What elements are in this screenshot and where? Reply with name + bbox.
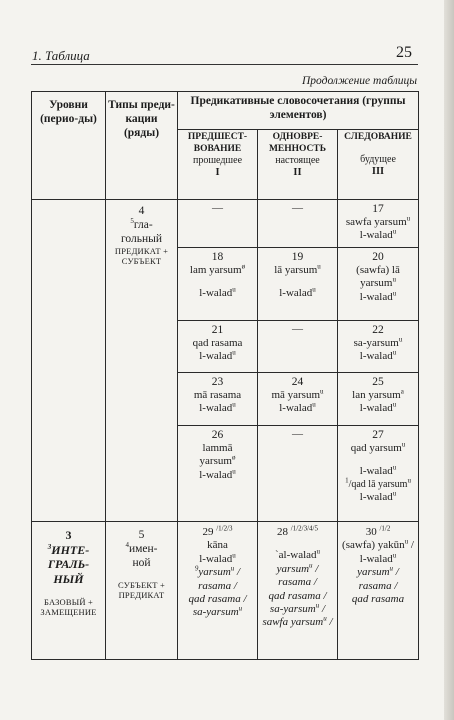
page-edge-shadow bbox=[444, 0, 454, 720]
cell-4-5-present bbox=[258, 426, 338, 522]
cell-4-1-present bbox=[258, 200, 338, 248]
type-4-sup: 5 bbox=[130, 217, 134, 226]
type-5-label: СУБЪЕКТ + ПРЕДИКАТ bbox=[118, 580, 165, 601]
dash: — bbox=[212, 202, 223, 214]
example-29-c: yarsum bbox=[198, 566, 231, 579]
example-27-b: l-walad bbox=[359, 465, 393, 478]
subheader-future-b: будущее bbox=[360, 153, 396, 165]
col-header-predicative bbox=[178, 92, 419, 130]
example-29-a: kāna bbox=[207, 539, 228, 552]
example-28-c: rasama / bbox=[278, 576, 317, 589]
example-21-a: qad rasama bbox=[192, 337, 243, 350]
cell-24: 24 mā yarsum$^u$ l-walad$^u$ bbox=[258, 373, 338, 426]
type-4-name-b: гольный bbox=[120, 233, 163, 246]
example-23-b: l-walad bbox=[199, 402, 233, 415]
cell-28: 28 $^{/1/2/3/4/5}$ `al-walad$^u$ yarsum$^u$ / rasama / qad rasama / sa-yarsum$^u$ / sawfa yarsum$^u$ / bbox=[258, 522, 338, 660]
level-3-num: 3 bbox=[65, 528, 72, 542]
cell-19: 19 lā yarsum$^u$ l-walad$^u$ bbox=[258, 248, 338, 321]
example-19-b: l-walad bbox=[279, 287, 313, 300]
subheader-present-c: II bbox=[293, 167, 302, 179]
example-num-24: 24 bbox=[291, 376, 304, 388]
type-4-num: 4 bbox=[138, 205, 145, 217]
col-header-types bbox=[106, 92, 178, 200]
example-num-26: 26 bbox=[211, 429, 224, 441]
example-num-20: 20 bbox=[372, 251, 384, 263]
example-30-e: qad rasama bbox=[351, 593, 405, 606]
example-22-b: l-walad bbox=[359, 350, 393, 363]
example-20-a: (sawfa) lā bbox=[356, 264, 400, 277]
type-cell-nominal bbox=[106, 522, 178, 660]
example-22-a: sa-yarsum bbox=[353, 337, 399, 350]
cell-30: 30 $^{/1/2}$ (sawfa) yakūn$^u$ / l-walad$^u$ yarsum$^u$ / rasama / qad rasama bbox=[338, 522, 419, 660]
example-28-d: qad rasama / bbox=[268, 589, 327, 602]
col-header-types-text: Типы преди-кации (ряды) bbox=[108, 99, 175, 140]
example-27-d: l-walad bbox=[359, 491, 393, 504]
example-num-18: 18 bbox=[211, 251, 224, 263]
example-num-22: 22 bbox=[372, 324, 384, 336]
cell-27: 27 qad yarsum$^u$ l-walad$^u$ $^1$/qad lā yarsum$^u$ l-walad$^u$ bbox=[338, 426, 419, 522]
example-26-c: l-walad bbox=[199, 468, 233, 481]
cell-23: 23 mā rasama l-walad$^u$ bbox=[178, 373, 258, 426]
example-30-a: (sawfa) yakūn bbox=[342, 539, 405, 552]
level-3-label: БАЗОВЫЙ + ЗАМЕЩЕНИЕ bbox=[40, 596, 97, 617]
example-18-a: lam yarsum bbox=[189, 264, 242, 277]
example-29-refs: /1/2/3 bbox=[216, 524, 233, 533]
col-header-levels bbox=[32, 92, 106, 200]
type-cell-verbal bbox=[106, 200, 178, 522]
cell-22: 22 sa-yarsum$^u$ l-walad$^u$ bbox=[338, 321, 419, 373]
cell-4-1-past bbox=[178, 200, 258, 248]
cell-25: 25 lan yarsum$^a$ l-walad$^u$ bbox=[338, 373, 419, 426]
running-head: 1. Таблица bbox=[32, 48, 90, 63]
example-num-30: 30 bbox=[365, 526, 377, 538]
subheader-past-b: прошедшее bbox=[192, 155, 243, 167]
cell-26: 26 lammā yarsum$^ø$ l-walad$^u$ bbox=[178, 426, 258, 522]
example-24-b: l-walad bbox=[279, 402, 313, 415]
example-20-c: l-walad bbox=[359, 290, 393, 303]
example-25-b: l-walad bbox=[359, 402, 393, 415]
example-20-b: yarsum bbox=[360, 277, 393, 290]
example-24-a: mā yarsum bbox=[271, 389, 321, 402]
level-cell-empty bbox=[32, 200, 106, 522]
cell-20: 20 (sawfa) lā yarsum$^u$ l-walad$^u$ bbox=[338, 248, 419, 321]
example-17-b: l-walad bbox=[359, 229, 393, 242]
level-3-b: ГРАЛЬ- bbox=[47, 557, 90, 572]
example-29-f: sa-yarsum bbox=[192, 606, 239, 619]
example-26-b: yarsum bbox=[199, 455, 232, 468]
example-30-c: yarsum bbox=[357, 566, 390, 579]
example-26-a: lammā bbox=[202, 442, 233, 455]
example-18-b: l-walad bbox=[199, 287, 233, 300]
cell-4-3-present bbox=[258, 321, 338, 373]
example-30-d: rasama / bbox=[358, 579, 398, 592]
continuation-label: Продолжение таблицы bbox=[302, 75, 418, 87]
example-29-e: qad rasama / bbox=[188, 593, 247, 606]
level-cell-integral bbox=[32, 522, 106, 660]
subheader-past-c: I bbox=[215, 167, 220, 179]
example-28-a: `al-walad bbox=[274, 549, 317, 562]
example-30-b: l-walad bbox=[359, 552, 393, 565]
col-header-levels-text: Уровни (перио-ды) bbox=[40, 99, 97, 126]
example-28-refs: /1/2/3/4/5 bbox=[290, 524, 318, 533]
example-27-c: qad lā yarsum bbox=[351, 478, 408, 490]
subheader-present-a: ОДНОВРЕ-МЕННОСТЬ bbox=[268, 132, 327, 154]
cell-29: 29 $^{/1/2/3}$ kāna l-walad$^u$ $^9$yarsum$^u$ / rasama / qad rasama / sa-yarsum$^u$ bbox=[178, 522, 258, 660]
type-4-name-a: гла- bbox=[133, 219, 153, 232]
subheader-present bbox=[258, 130, 338, 200]
page-number: 25 bbox=[396, 44, 412, 61]
example-29-d: rasama / bbox=[198, 579, 237, 592]
col-header-predicative-text: Предикативные словосочетания (группы элементов) bbox=[190, 95, 406, 122]
example-21-b: l-walad bbox=[199, 350, 233, 363]
example-23-a: mā rasama bbox=[193, 389, 242, 402]
type-4-label: ПРЕДИКАТ + СУБЪЕКТ bbox=[114, 246, 169, 267]
example-27-a: qad yarsum bbox=[350, 442, 402, 455]
example-num-17: 17 bbox=[372, 203, 384, 215]
example-num-29: 29 bbox=[202, 526, 214, 538]
level-3-a: ИНТЕ- bbox=[51, 542, 90, 557]
cell-17: 17 sawfa yarsum$^u$ l-walad$^u$ bbox=[338, 200, 419, 248]
example-num-23: 23 bbox=[211, 376, 224, 388]
type-5-name-b: ной bbox=[132, 557, 151, 570]
type-5-name-a: имен- bbox=[128, 543, 158, 556]
type-5-num: 5 bbox=[138, 529, 145, 541]
subheader-present-b: настоящее bbox=[275, 155, 320, 167]
example-19-a: lā yarsum bbox=[274, 264, 318, 277]
example-30-refs: /1/2 bbox=[379, 524, 391, 533]
header-rule bbox=[31, 64, 418, 65]
example-num-28: 28 bbox=[277, 526, 288, 538]
level-3-sup: 3 bbox=[47, 542, 52, 551]
example-25-a: lan yarsum bbox=[352, 389, 401, 402]
subheader-future-a: СЛЕДОВАНИЕ bbox=[344, 132, 412, 142]
example-num-25: 25 bbox=[372, 376, 384, 388]
dash: — bbox=[292, 323, 303, 335]
subheader-future bbox=[338, 130, 419, 200]
subheader-past-a: ПРЕДШЕСТ-ВОВАНИЕ bbox=[187, 132, 248, 154]
example-28-b: yarsum bbox=[276, 562, 310, 575]
example-17-a: sawfa yarsum bbox=[345, 216, 407, 229]
dash: — bbox=[292, 428, 303, 440]
example-num-21: 21 bbox=[211, 324, 224, 336]
dash: — bbox=[292, 202, 303, 214]
example-num-27: 27 bbox=[372, 429, 384, 441]
example-29-b: l-walad bbox=[199, 552, 233, 565]
subheader-future-c: III bbox=[371, 165, 385, 177]
example-28-e: sa-yarsum bbox=[269, 603, 316, 616]
level-3-c: НЫЙ bbox=[53, 571, 84, 586]
predication-table bbox=[31, 91, 419, 660]
subheader-past bbox=[178, 130, 258, 200]
example-28-f: sawfa yarsum bbox=[262, 616, 324, 629]
cell-18: 18 lam yarsum$^ø$ l-walad$^u$ bbox=[178, 248, 258, 321]
type-5-sup: 4 bbox=[125, 541, 129, 550]
example-num-19: 19 bbox=[291, 251, 304, 263]
cell-21: 21 qad rasama l-walad$^u$ bbox=[178, 321, 258, 373]
